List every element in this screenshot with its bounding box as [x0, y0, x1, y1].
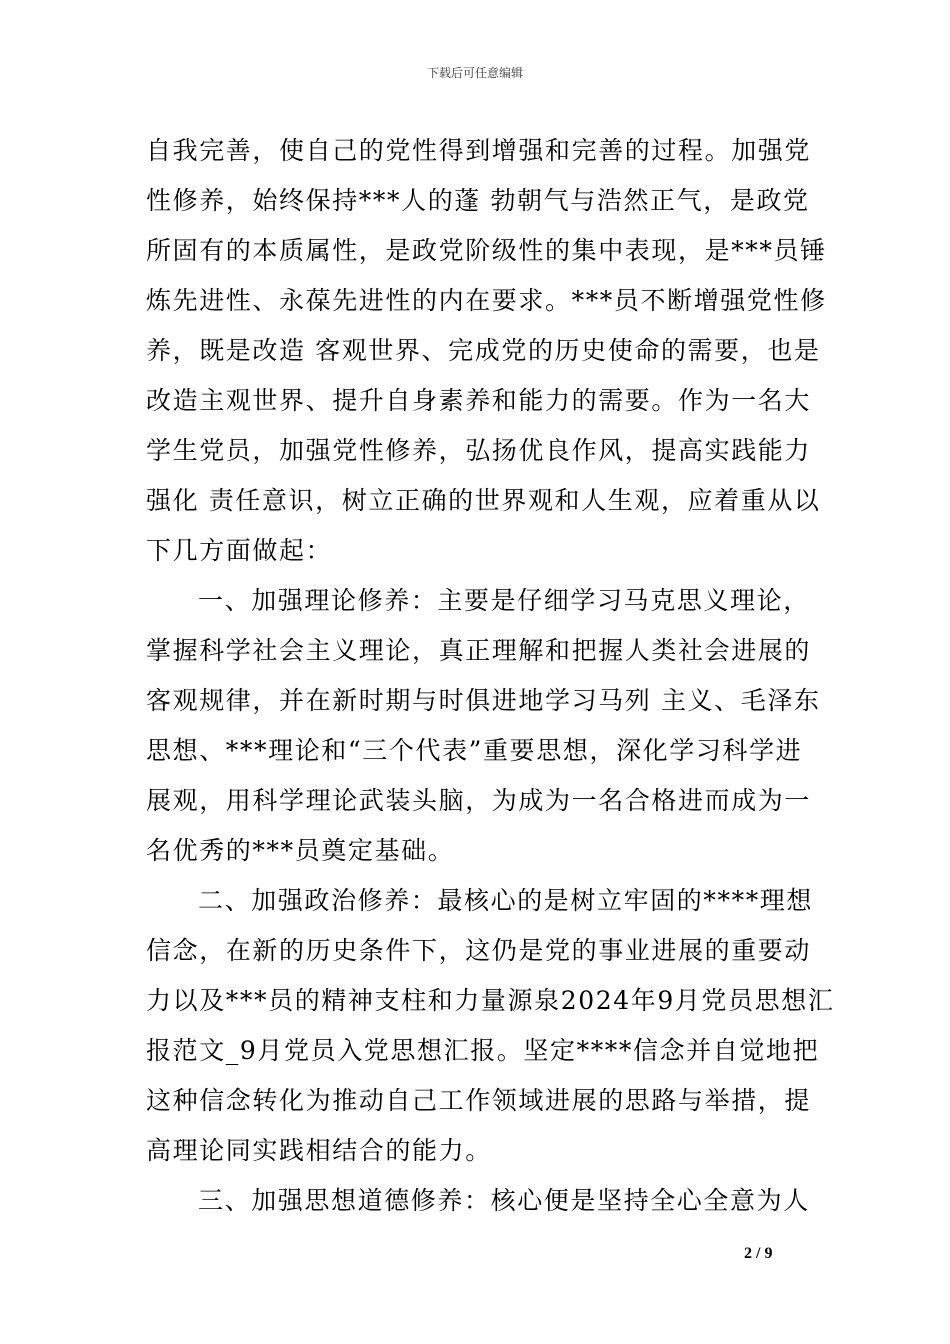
text-line: 高理论同实践相结合的能力。 [146, 1136, 492, 1165]
text-line: 客观规律，并在新时期与时俱进地学习马列 主义、毛泽东 [146, 686, 821, 715]
text-line: 所固有的本质属性，是政党阶级性的集中表现，是***员锤 [146, 236, 827, 265]
text-line: 掌握科学社会主义理论，真正理解和把握人类社会进展的 [146, 636, 812, 665]
text-line: 二、加强政治修养：最核心的是树立牢固的****理想 [198, 886, 814, 915]
text-line: 三、加强思想道德修养：核心便是坚持全心全意为人 [198, 1186, 810, 1215]
text-line: 展观，用科学理论武装头脑，为成为一名合格进而成为一 [146, 786, 812, 815]
document-body [146, 126, 835, 1226]
page-header: 下载后可任意编辑 [426, 66, 523, 80]
text-line: 学生党员，加强党性修养，弘扬优良作风，提高实践能力 [146, 436, 812, 465]
text-line: 信念，在新的历史条件下，这仍是党的事业进展的重要动 [146, 936, 812, 965]
text-line: 力以及***员的精神支柱和力量源泉2024年9月党员思想汇 [146, 986, 835, 1015]
text-line: 思想、***理论和“三个代表”重要思想，深化学习科学进 [146, 736, 803, 765]
text-line: 这种信念转化为推动自己工作领域进展的思路与举措，提 [146, 1086, 812, 1115]
text-line: 改造主观世界、提升自身素养和能力的需要。作为一名大 [146, 386, 812, 415]
text-line: 性修养，始终保持***人的蓬 勃朝气与浩然正气，是政党 [146, 186, 810, 215]
text-line: 下几方面做起： [146, 536, 333, 565]
text-line: 一、加强理论修养：主要是仔细学习马克思义理论， [198, 586, 810, 615]
text-line: 报范文_9月党员入党思想汇报。坚定****信念并自觉地把 [146, 1036, 820, 1065]
page-number: 2 / 9 [744, 1245, 773, 1262]
text-line: 强化 责任意识，树立正确的世界观和人生观，应着重从以 [146, 486, 821, 515]
text-line: 炼先进性、永葆先进性的内在要求。***员不断增强党性修 [146, 286, 827, 315]
text-line: 养，既是改造 客观世界、完成党的历史使命的需要，也是 [146, 336, 821, 365]
text-line: 自我完善，使自己的党性得到增强和完善的过程。加强党 [146, 136, 812, 165]
text-line: 名优秀的***员奠定基础。 [146, 836, 455, 865]
